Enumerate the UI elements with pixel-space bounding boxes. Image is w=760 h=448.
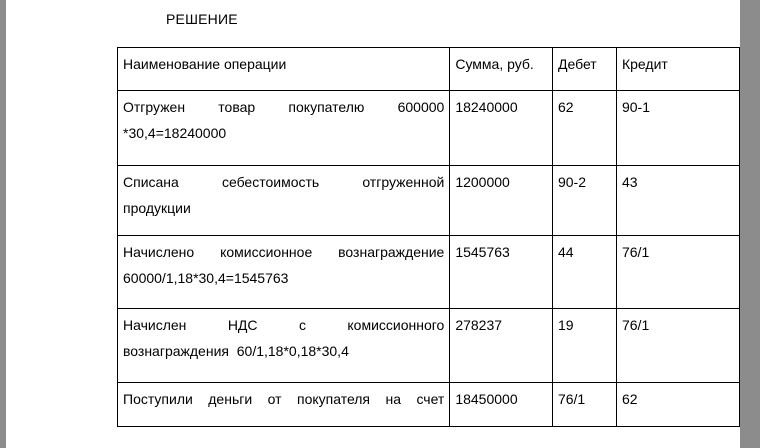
debit-cell: 90-2 xyxy=(552,166,616,236)
operation-name-line: Списана себестоимость отгруженной xyxy=(123,174,445,190)
operation-name-line: *30,4=18240000 xyxy=(123,125,227,141)
credit-cell: 43 xyxy=(616,166,739,236)
operation-name-line: Отгружен товар покупателю 600000 xyxy=(123,99,445,115)
operation-name-line: 60000/1,18*30,4=1545763 xyxy=(123,270,289,286)
debit-cell: 19 xyxy=(552,309,616,383)
operation-name-cell xyxy=(118,309,450,383)
page-edge-right xyxy=(740,0,760,448)
operation-name-line: вознаграждения 60/1,18*0,18*30,4 xyxy=(123,343,349,359)
debit-cell: 44 xyxy=(552,236,616,309)
operations-table xyxy=(117,47,740,427)
operation-name-line: Поступили деньги от покупателя на счет xyxy=(123,391,445,407)
table-row xyxy=(118,309,740,383)
debit-cell: 76/1 xyxy=(552,383,616,427)
operation-name-line: продукции xyxy=(123,200,191,216)
header-debit: Дебет xyxy=(552,48,616,91)
table-row xyxy=(118,236,740,309)
credit-cell: 62 xyxy=(616,383,739,427)
sum-cell: 18240000 xyxy=(450,91,553,166)
operation-name-cell xyxy=(118,383,450,427)
header-operation-name: Наименование операции xyxy=(118,48,450,91)
header-sum: Сумма, руб. xyxy=(450,48,553,91)
operation-name-line: Начислен НДС с комиссионного xyxy=(123,317,445,333)
sum-cell: 278237 xyxy=(450,309,553,383)
table-row xyxy=(118,166,740,236)
table-row xyxy=(118,383,740,427)
operation-name-cell xyxy=(118,91,450,166)
table-header-row xyxy=(118,48,740,91)
solution-heading: РЕШЕНИЕ xyxy=(166,11,238,27)
debit-cell: 62 xyxy=(552,91,616,166)
sum-cell: 1545763 xyxy=(450,236,553,309)
table-row xyxy=(118,91,740,166)
page-edge-left xyxy=(0,0,6,448)
operation-name-cell xyxy=(118,166,450,236)
credit-cell: 76/1 xyxy=(616,236,739,309)
sum-cell: 18450000 xyxy=(450,383,553,427)
credit-cell: 90-1 xyxy=(616,91,739,166)
credit-cell: 76/1 xyxy=(616,309,739,383)
operation-name-line: Начислено комиссионное вознаграждение xyxy=(123,244,445,260)
sum-cell: 1200000 xyxy=(450,166,553,236)
operation-name-cell xyxy=(118,236,450,309)
header-credit: Кредит xyxy=(616,48,739,91)
